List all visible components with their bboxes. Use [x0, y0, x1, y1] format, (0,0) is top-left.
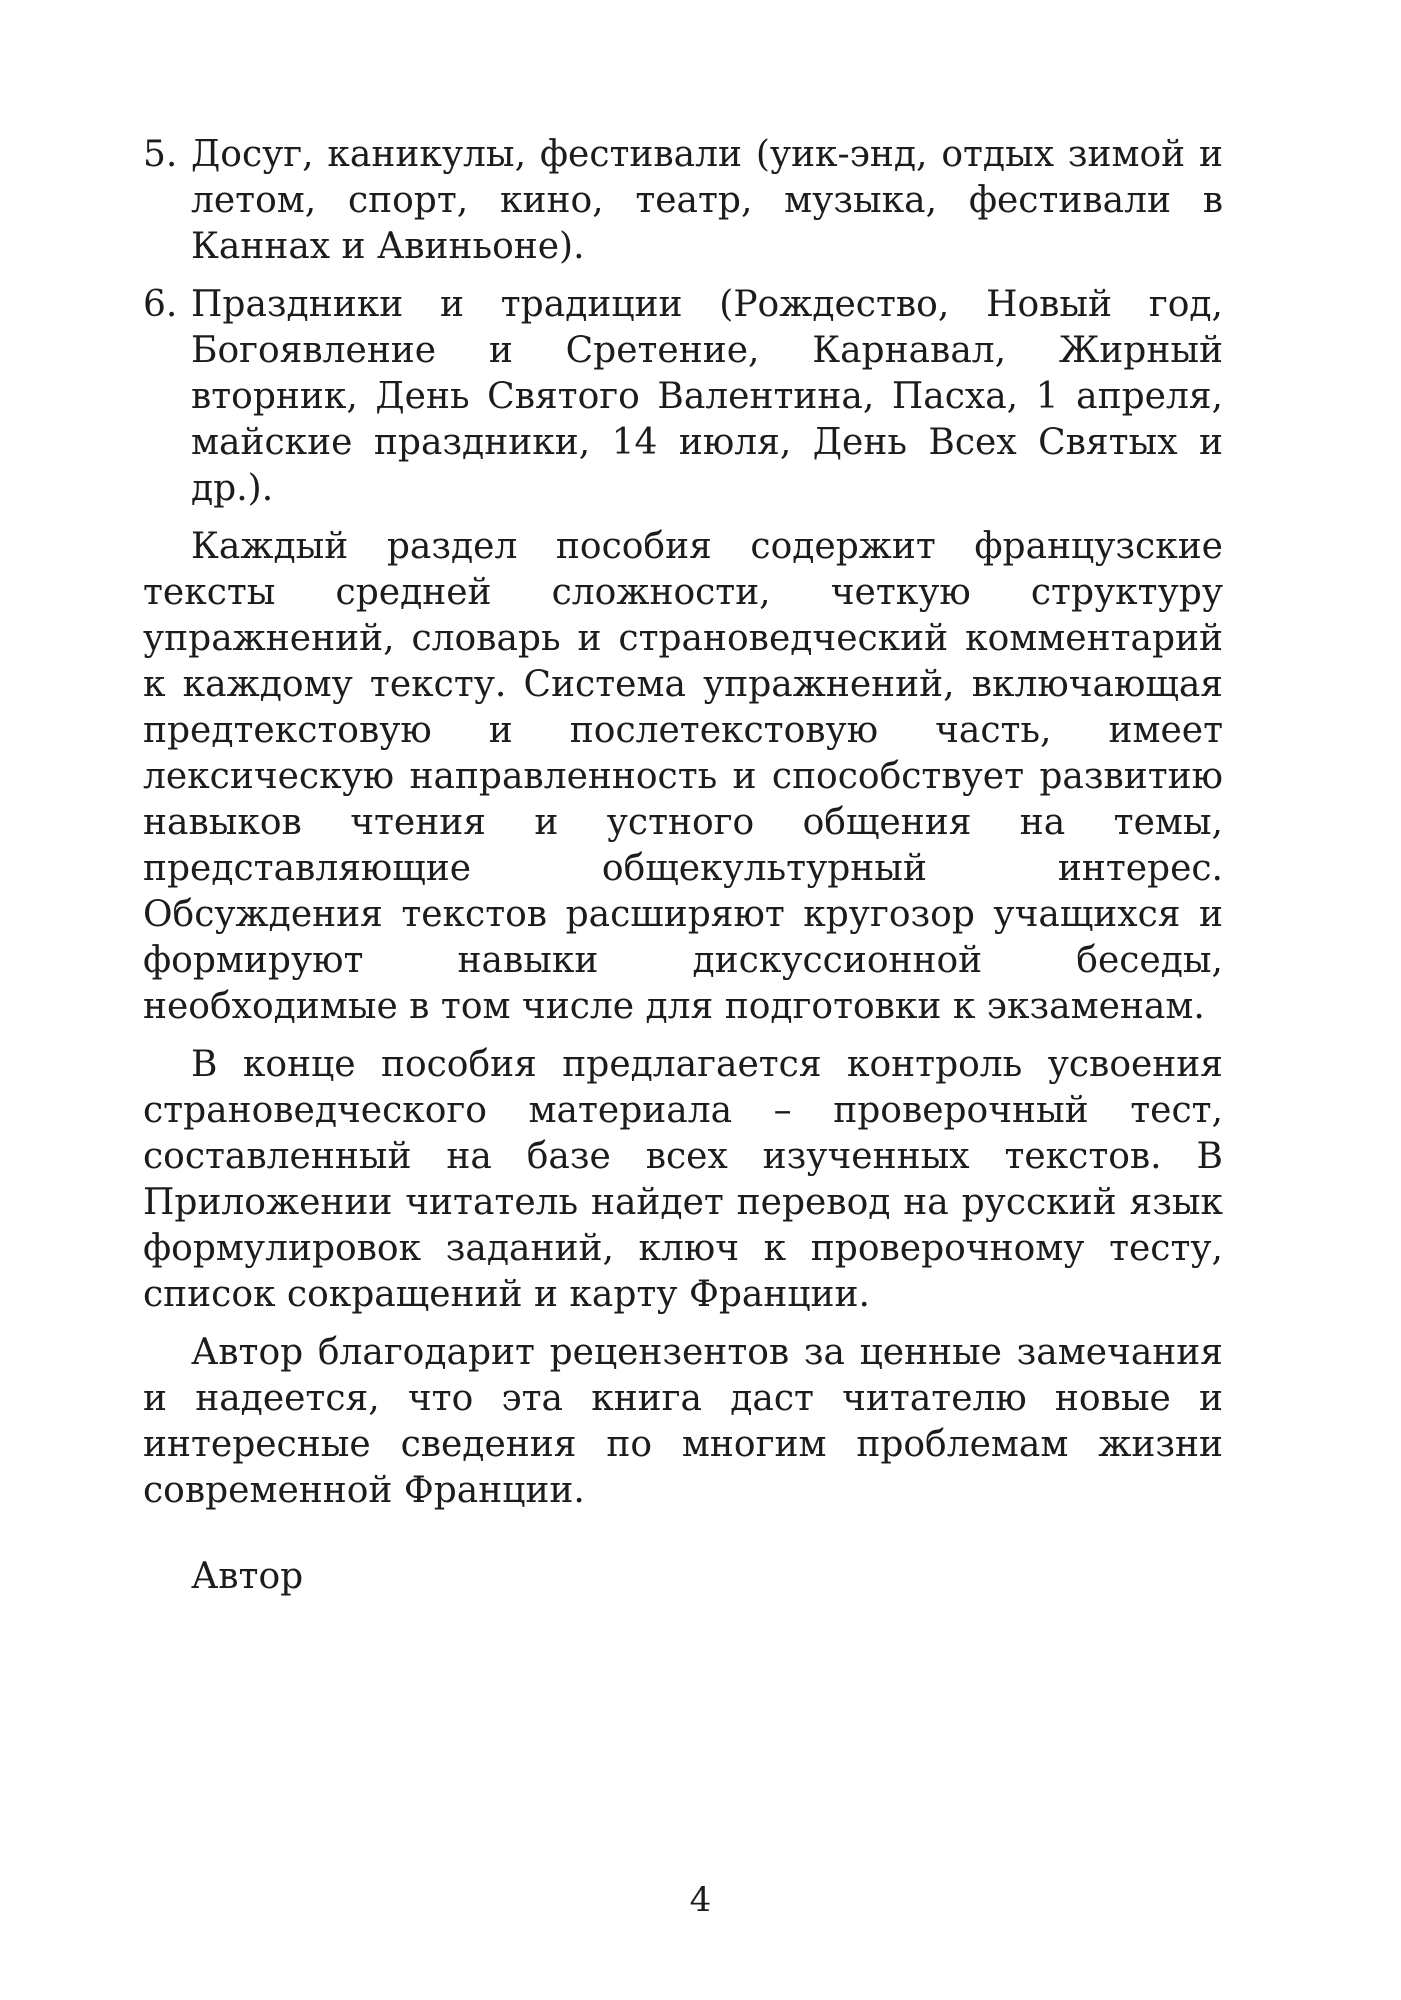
page-number: 4 — [689, 1880, 712, 1920]
page-content — [143, 132, 1223, 1600]
list-item-text: Досуг, каникулы, фестивали (уик-энд, отдых зимой и летом, спорт, кино, театр, музыка, фестивали в Каннах и Авиньоне). — [191, 134, 1223, 267]
list-item — [143, 132, 1223, 270]
list-item-number: 5. — [143, 134, 178, 175]
list-item — [143, 282, 1223, 512]
author-signature: Автор — [191, 1556, 304, 1597]
paragraph: Автор благодарит рецензентов за ценные замечания и надеется, что эта книга даст читателю новые и интересные сведения по многим проблемам жизни современной Франции. — [143, 1332, 1223, 1511]
list-item-text: Праздники и традиции (Рождество, Новый год, Богоявление и Сретение, Карнавал, Жирный вторник, День Святого Валентина, Пасха, 1 апреля, майские праздники, 14 июля, День Всех Святых и др.). — [191, 284, 1223, 509]
list-item-number: 6. — [143, 284, 178, 325]
paragraph: В конце пособия предлагается контроль усвоения страноведческого материала – проверочный тест, составленный на базе всех изученных текстов. В Приложении читатель найдет перевод на русский язык формулировок заданий, ключ к проверочному тесту, список сокращений и карту Франции. — [143, 1044, 1223, 1315]
paragraph: Каждый раздел пособия содержит французские тексты средней сложности, четкую структуру упражнений, словарь и страноведческий комментарий к каждому тексту. Система упражнений, включающая предтекстовую и послетекстовую часть, имеет лексическую направленность и способствует развитию навыков чтения и устного общения на темы, представляющие общекультурный интерес. Обсуждения текстов расширяют кругозор учащихся и формируют навыки дискуссионной беседы, необходимые в том числе для подготовки к экзаменам. — [143, 526, 1223, 1027]
